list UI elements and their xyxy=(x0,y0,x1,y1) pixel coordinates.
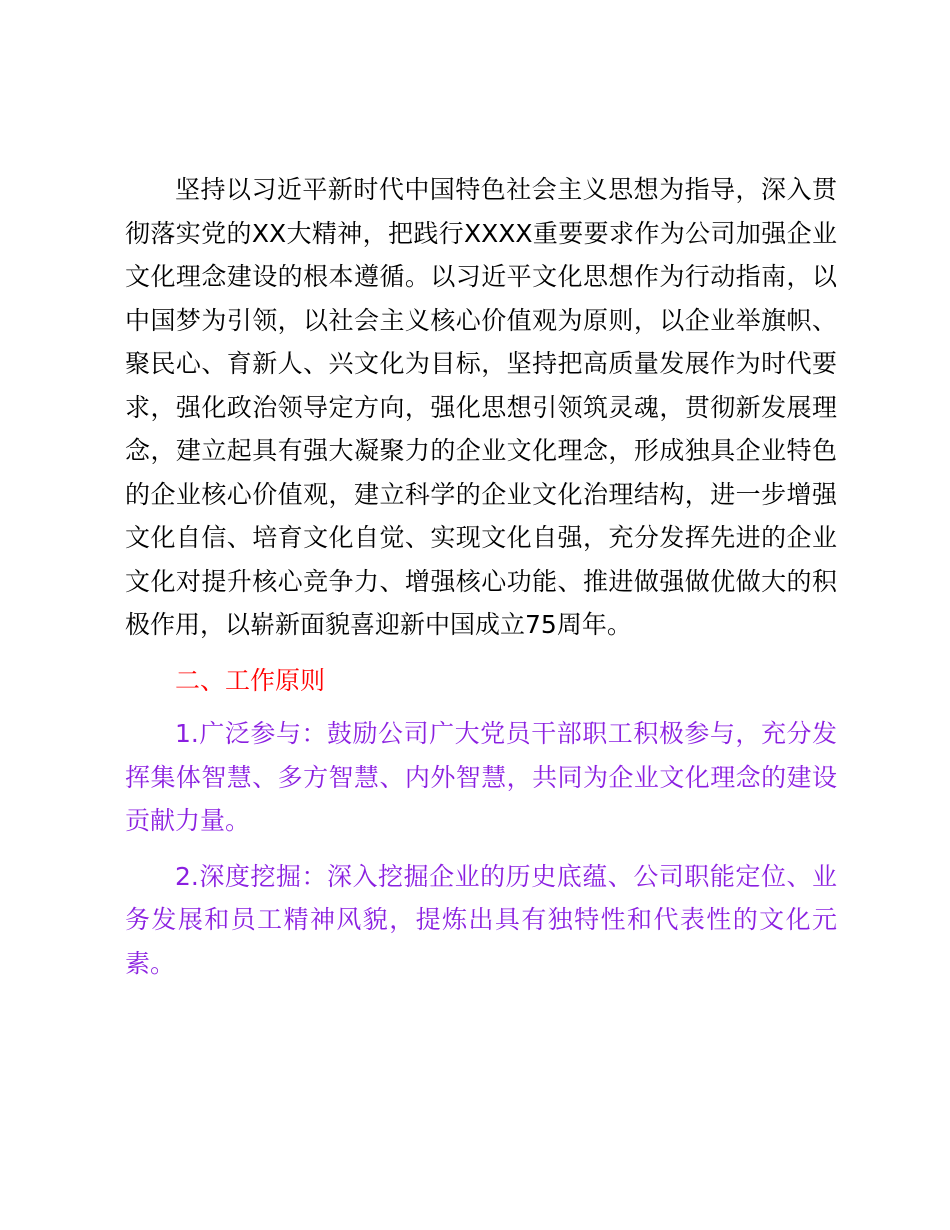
principle-paragraph-1: 1.广泛参与：鼓励公司广大党员干部职工积极参与，充分发挥集体智慧、多方智慧、内外智慧，共同为企业文化理念的建设贡献力量。 xyxy=(125,719,837,835)
principle-paragraph-2: 2.深度挖掘：深入挖掘企业的历史底蕴、公司职能定位、业务发展和员工精神风貌，提炼出具有独特性和代表性的文化元素。 xyxy=(125,861,837,978)
document-body xyxy=(125,168,837,985)
paragraph-spacer xyxy=(125,843,837,855)
section-heading: 二、工作原则 xyxy=(175,665,326,695)
intro-paragraph: 坚持以习近平新时代中国特色社会主义思想为指导，深入贯彻落实党的XX大精神，把践行XXXX重要要求作为公司加强企业文化理念建设的根本遵循。以习近平文化思想作为行动指南，以中国梦为引领，以社会主义核心价值观为原则，以企业举旗帜、聚民心、育新人、兴文化为目标，坚持把高质量发展作为时代要求，强化政治领导定方向，强化思想引领筑灵魂，贯彻新发展理念，建立起具有强大凝聚力的企业文化理念，形成独具企业特色的企业核心价值观，建立科学的企业文化治理结构，进一步增强文化自信、培育文化自觉、实现文化自强，充分发挥先进的企业文化对提升核心竞争力、增强核心功能、推进做强做优做大的积极作用，以崭新面貌喜迎新中国成立75周年。 xyxy=(125,175,837,639)
